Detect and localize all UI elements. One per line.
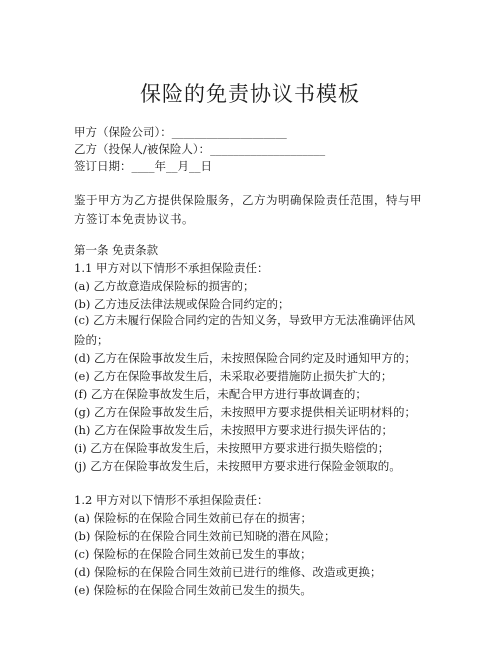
party-a-line: 甲方（保险公司）：____________________ [74,125,287,139]
intro-paragraph: 鉴于甲方为乙方提供保险服务，乙方为明确保险责任范围，特与甲方签订本免责协议书。 [74,193,422,226]
party-b-line: 乙方（投保人/被保险人）：____________________ [74,142,326,156]
list-item: (h) 乙方在保险事故发生后，未按照甲方要求进行损失评估的； [74,423,394,437]
list-item: (f) 乙方在保险事故发生后，未配合甲方进行事故调查的； [74,387,367,401]
document-title: 保险的免责协议书模板 [140,82,360,106]
list-item: (e) 乙方在保险事故发生后，未采取必要措施防止损失扩大的； [74,369,393,383]
list-item: (a) 保险标的在保险合同生效前已存在的损害； [74,511,312,525]
list-item: (b) 乙方违反法律法规或保险合同约定的； [74,297,290,311]
list-item: (j) 乙方在保险事故发生后，未按照甲方要求进行保险金领取的。 [74,459,401,473]
list-item: (d) 保险标的在保险合同生效前已进行的维修、改造或更换； [74,565,382,579]
list-item: (c) 乙方未履行保险合同约定的告知义务，导致甲方无法准确评估风险的； [74,313,416,347]
list-item: (i) 乙方在保险事故发生后，未按照甲方要求进行损失赔偿的； [74,441,390,455]
list-item: (e) 保险标的在保险合同生效前已发生的损失。 [74,583,312,597]
section-1-2-heading: 1.2 甲方对以下情形不承担保险责任： [74,493,269,507]
signing-date-line: 签订日期：____年__月__日 [74,159,212,173]
list-item: (g) 乙方在保险事故发生后，未按照甲方要求提供相关证明材料的； [74,405,416,419]
list-item: (a) 乙方故意造成保险标的损害的； [74,279,255,293]
list-item: (c) 保险标的在保险合同生效前已发生的事故； [74,547,312,561]
list-item: (b) 保险标的在保险合同生效前已知晓的潜在风险； [74,529,336,543]
section-1-1-heading: 1.1 甲方对以下情形不承担保险责任： [74,261,269,275]
article-1-heading: 第一条 免责条款 [74,243,159,257]
list-item: (d) 乙方在保险事故发生后，未按照保险合同约定及时通知甲方的； [74,351,416,365]
